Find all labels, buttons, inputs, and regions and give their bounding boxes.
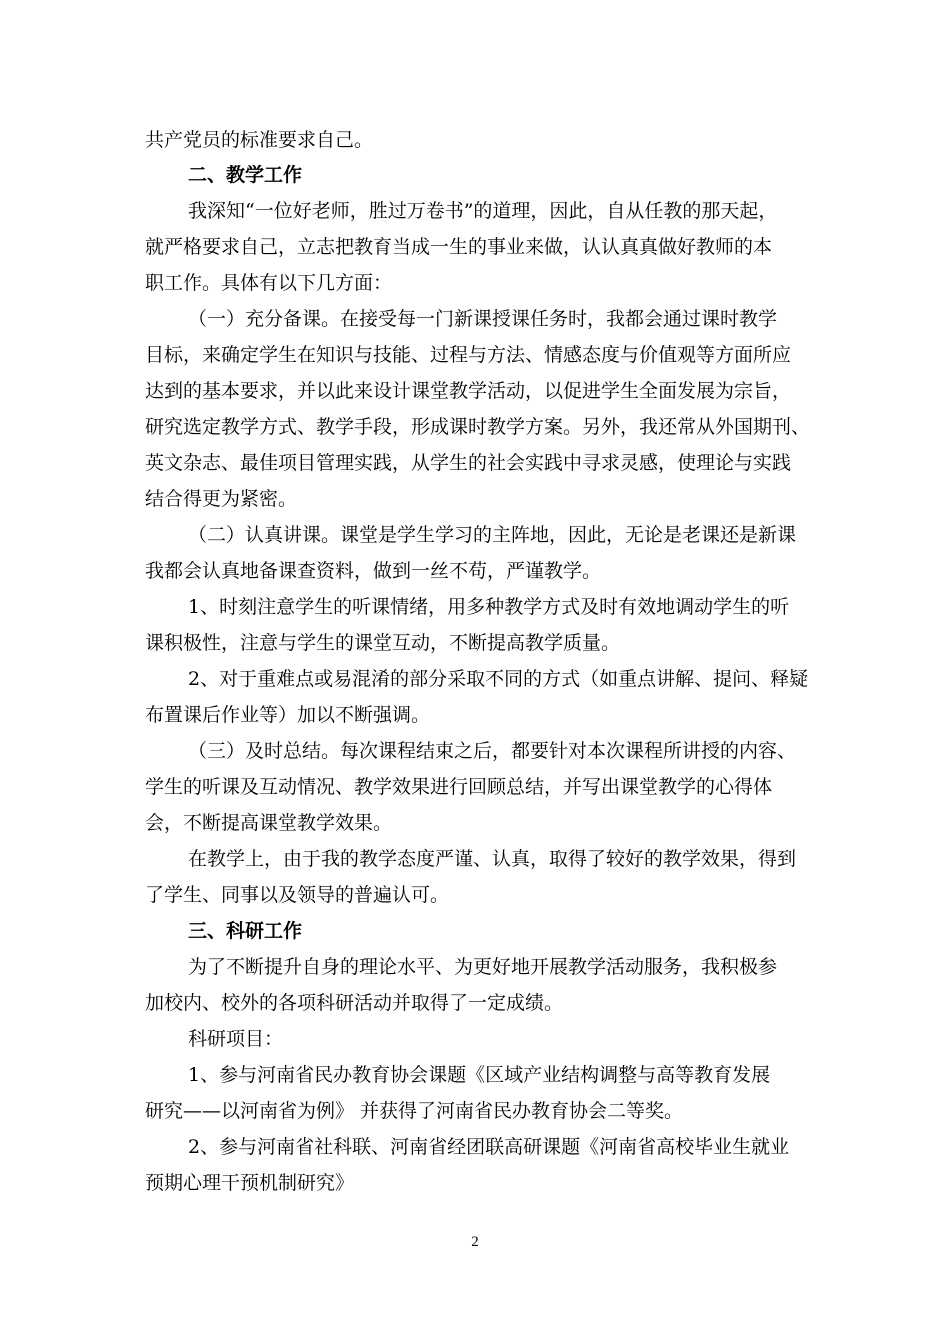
text-line: （一）充分备课。在接受每一门新课授课任务时，我都会通过课时教学 bbox=[188, 308, 778, 330]
text-line: （三）及时总结。每次课程结束之后，都要针对本次课程所讲授的内容、 bbox=[188, 740, 797, 762]
text-line: 共产党员的标准要求自己。 bbox=[145, 129, 374, 151]
text-line: 结合得更为紧密。 bbox=[145, 488, 298, 510]
text-line: 2、对于重难点或易混淆的部分采取不同的方式（如重点讲解、提问、释疑 bbox=[188, 668, 809, 690]
text-line: （二）认真讲课。课堂是学生学习的主阵地，因此，无论是老课还是新课 bbox=[188, 524, 797, 546]
text-line: 研究选定教学方式、教学手段，形成课时教学方案。另外，我还常从外国期刊、 bbox=[145, 416, 810, 438]
text-line: 课积极性，注意与学生的课堂互动，不断提高教学质量。 bbox=[145, 632, 621, 654]
text-line: 职工作。具体有以下几方面： bbox=[145, 272, 393, 294]
text-line: 学生的听课及互动情况、教学效果进行回顾总结，并写出课堂教学的心得体 bbox=[145, 776, 773, 798]
text-line: 1、时刻注意学生的听课情绪，用多种教学方式及时有效地调动学生的听 bbox=[188, 596, 790, 618]
text-line: 科研项目： bbox=[188, 1028, 284, 1050]
text-line: 了学生、同事以及领导的普遍认可。 bbox=[145, 884, 450, 906]
text-line: 在教学上，由于我的教学态度严谨、认真，取得了较好的教学效果，得到 bbox=[188, 848, 797, 870]
text-line: 英文杂志、最佳项目管理实践，从学生的社会实践中寻求灵感，使理论与实践 bbox=[145, 452, 792, 474]
text-line: 就严格要求自己，立志把教育当成一生的事业来做，认认真真做好教师的本 bbox=[145, 236, 773, 258]
text-line: 为了不断提升自身的理论水平、为更好地开展教学活动服务，我积极参 bbox=[188, 956, 778, 978]
text-line: 我深知“一位好老师，胜过万卷书”的道理，因此，自从任教的那天起， bbox=[188, 200, 778, 222]
text-line: 达到的基本要求，并以此来设计课堂教学活动，以促进学生全面发展为宗旨， bbox=[145, 380, 792, 402]
text-line: 会，不断提高课堂教学效果。 bbox=[145, 812, 393, 834]
page-number: 2 bbox=[471, 1234, 479, 1250]
text-line: 2、参与河南省社科联、河南省经团联高研课题《河南省高校毕业生就业 bbox=[188, 1136, 790, 1158]
text-line: 研究——以河南省为例》 并获得了河南省民办教育协会二等奖。 bbox=[145, 1100, 684, 1122]
text-line: 1、参与河南省民办教育协会课题《区域产业结构调整与高等教育发展 bbox=[188, 1064, 771, 1086]
section-heading-research: 三、科研工作 bbox=[188, 920, 303, 942]
text-line: 我都会认真地备课查资料，做到一丝不苟，严谨教学。 bbox=[145, 560, 602, 582]
text-line: 预期心理干预机制研究》 bbox=[145, 1172, 355, 1194]
text-line: 加校内、校外的各项科研活动并取得了一定成绩。 bbox=[145, 992, 564, 1014]
text-line: 目标，来确定学生在知识与技能、过程与方法、情感态度与价值观等方面所应 bbox=[145, 344, 792, 366]
section-heading-teaching: 二、教学工作 bbox=[188, 164, 303, 186]
text-line: 布置课后作业等）加以不断强调。 bbox=[145, 704, 431, 726]
